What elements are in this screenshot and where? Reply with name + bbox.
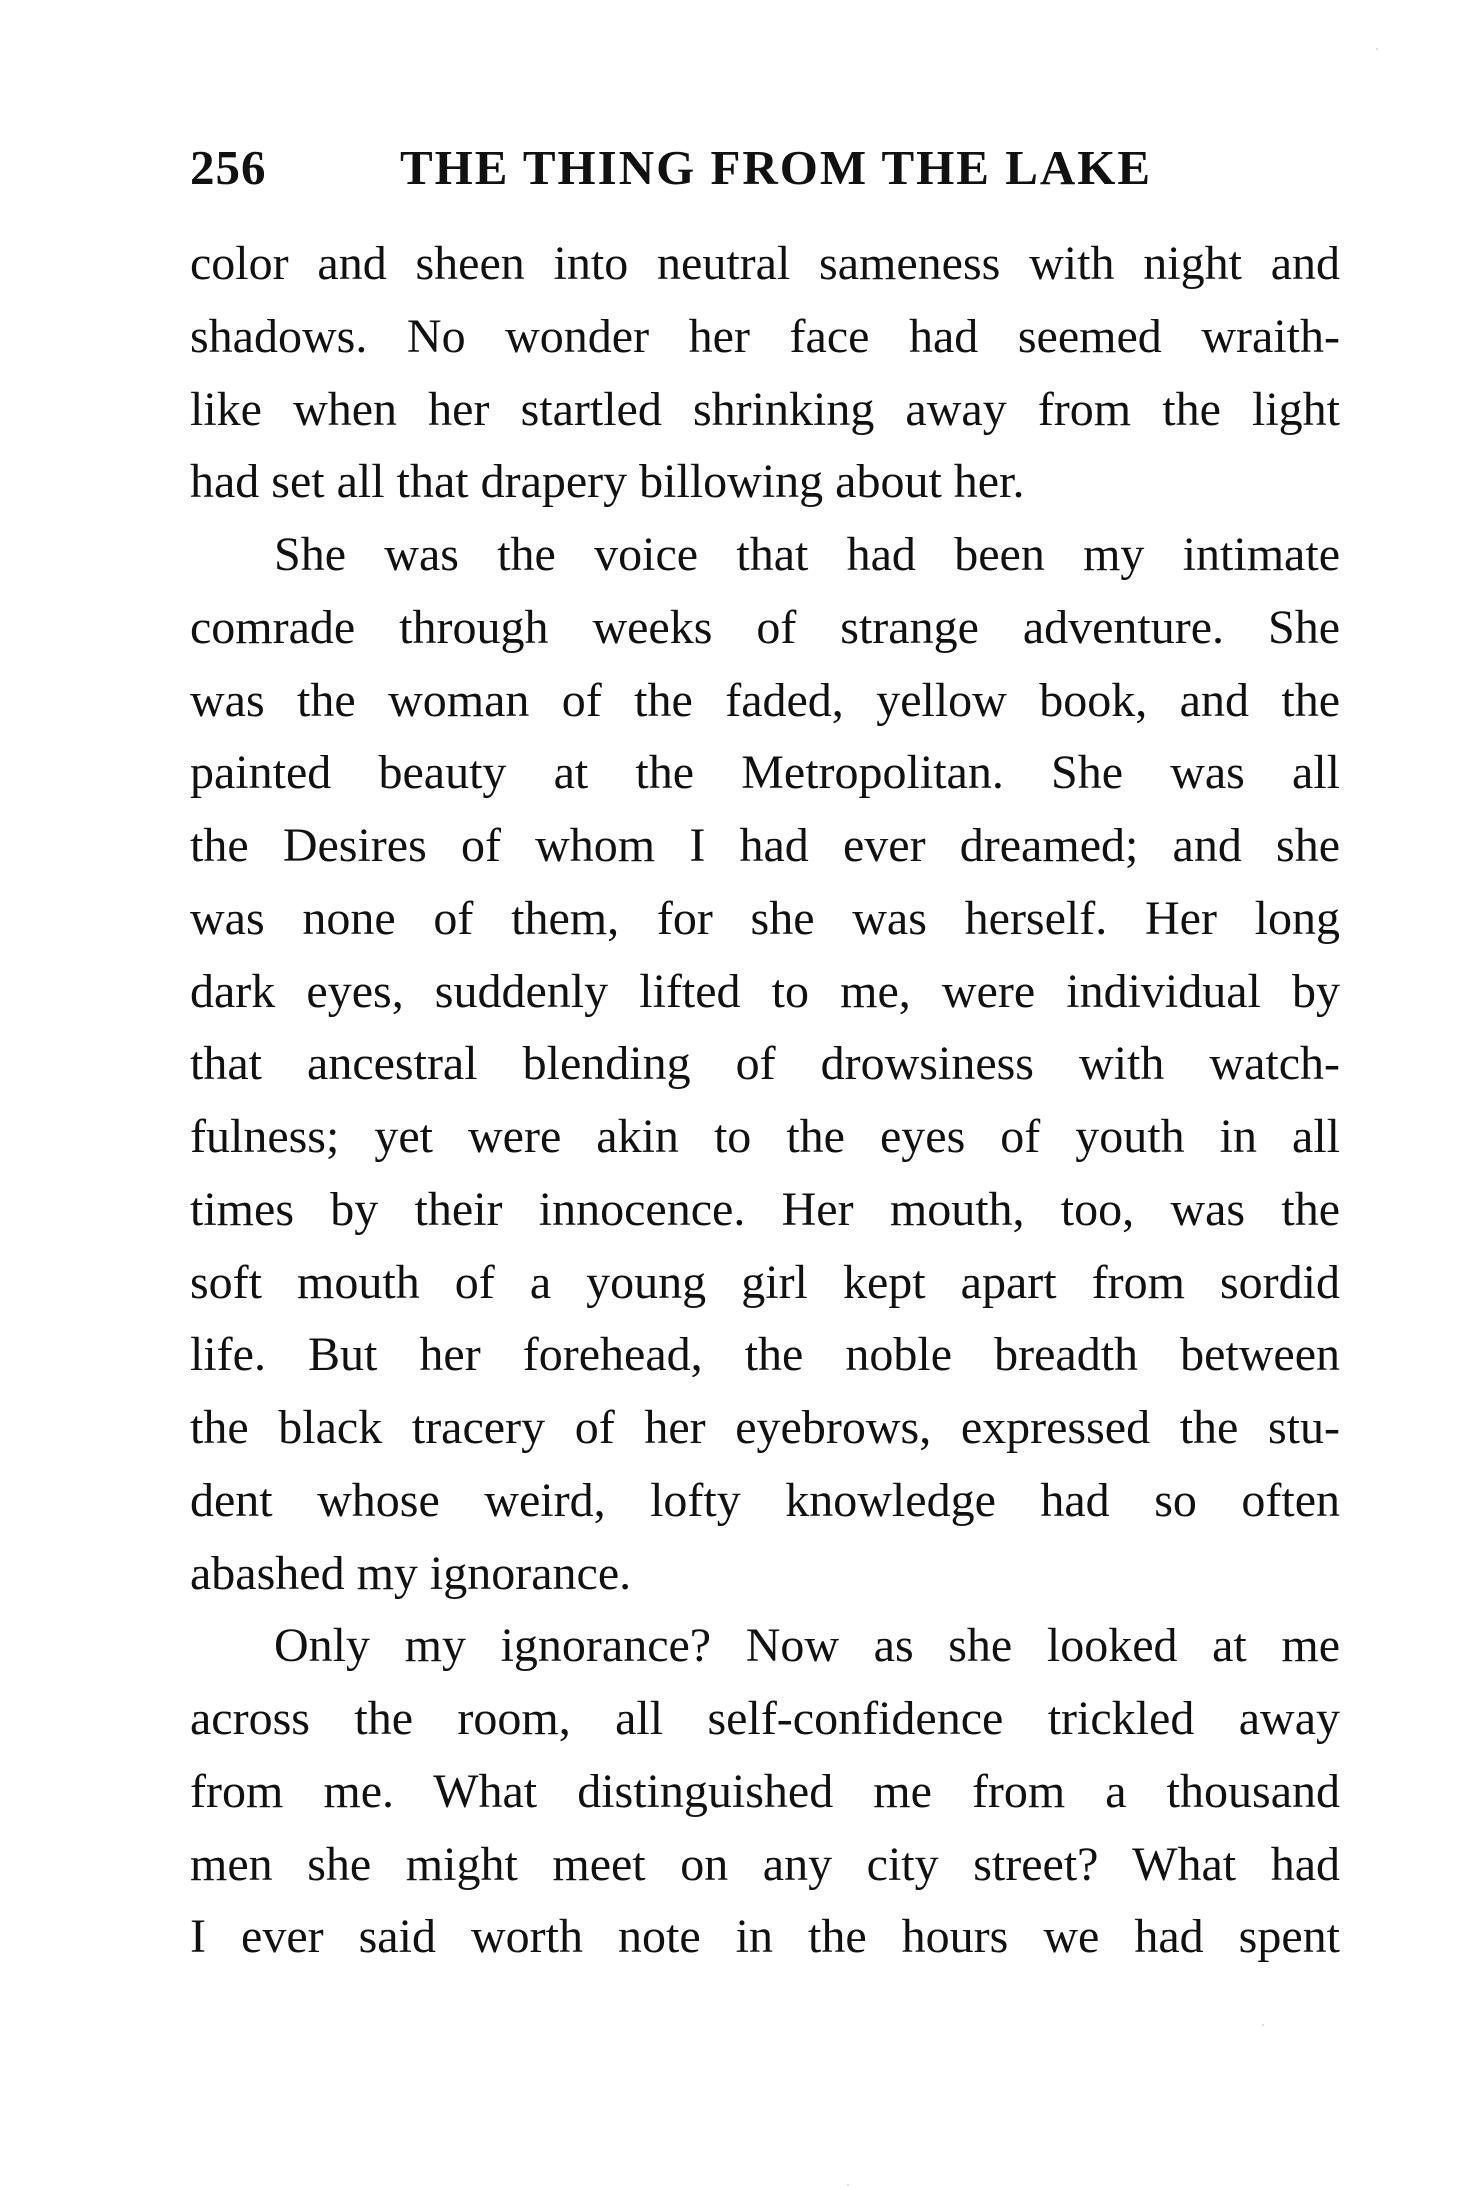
text-line: comrade through weeks of strange adventure. She (190, 600, 1340, 654)
text-line: abashed my ignorance. (190, 1546, 632, 1600)
text-line: shadows. No wonder her face had seemed wraith- (190, 309, 1340, 363)
text-line: color and sheen into neutral sameness with night and (190, 237, 1340, 290)
text-line: from me. What distinguished me from a thousand (190, 1764, 1340, 1818)
running-title: THE THING FROM THE LAKE (400, 140, 1153, 195)
text-line: I ever said worth note in the hours we had spent (190, 1910, 1340, 1964)
running-head (190, 138, 1350, 198)
paper-speck (1376, 48, 1378, 50)
paragraph-start-line: She was the voice that had been my intimate (274, 528, 1340, 581)
paper-speck (1262, 2024, 1264, 2026)
text-line: soft mouth of a young girl kept apart from sordid (190, 1255, 1340, 1309)
text-line: the Desires of whom I had ever dreamed; and she (190, 819, 1340, 872)
text-line: dark eyes, suddenly lifted to me, were individual by (190, 964, 1340, 1018)
text-line: times by their innocence. Her mouth, too, was the (190, 1182, 1340, 1236)
text-line: that ancestral blending of drowsiness with watch- (190, 1037, 1340, 1091)
text-line: had set all that drapery billowing about her. (190, 455, 1025, 509)
page-number: 256 (190, 140, 267, 195)
text-line: like when her startled shrinking away from the light (190, 382, 1340, 436)
text-line: men she might meet on any city street? What had (190, 1837, 1340, 1891)
text-line: was none of them, for she was herself. Her long (190, 891, 1340, 945)
text-line: painted beauty at the Metropolitan. She was all (190, 746, 1340, 800)
text-line: the black tracery of her eyebrows, expressed the stu- (190, 1401, 1340, 1454)
text-line: dent whose weird, lofty knowledge had so often (190, 1473, 1340, 1527)
paper-speck (847, 2184, 849, 2186)
paragraph-start-line: Only my ignorance? Now as she looked at me (274, 1619, 1340, 1673)
body-text (190, 228, 1340, 1974)
text-line: was the woman of the faded, yellow book, and the (190, 673, 1340, 727)
text-line: across the room, all self-confidence trickled away (190, 1692, 1340, 1745)
text-line: fulness; yet were akin to the eyes of youth in all (190, 1110, 1340, 1163)
text-line: life. But her forehead, the noble breadth between (190, 1328, 1340, 1382)
